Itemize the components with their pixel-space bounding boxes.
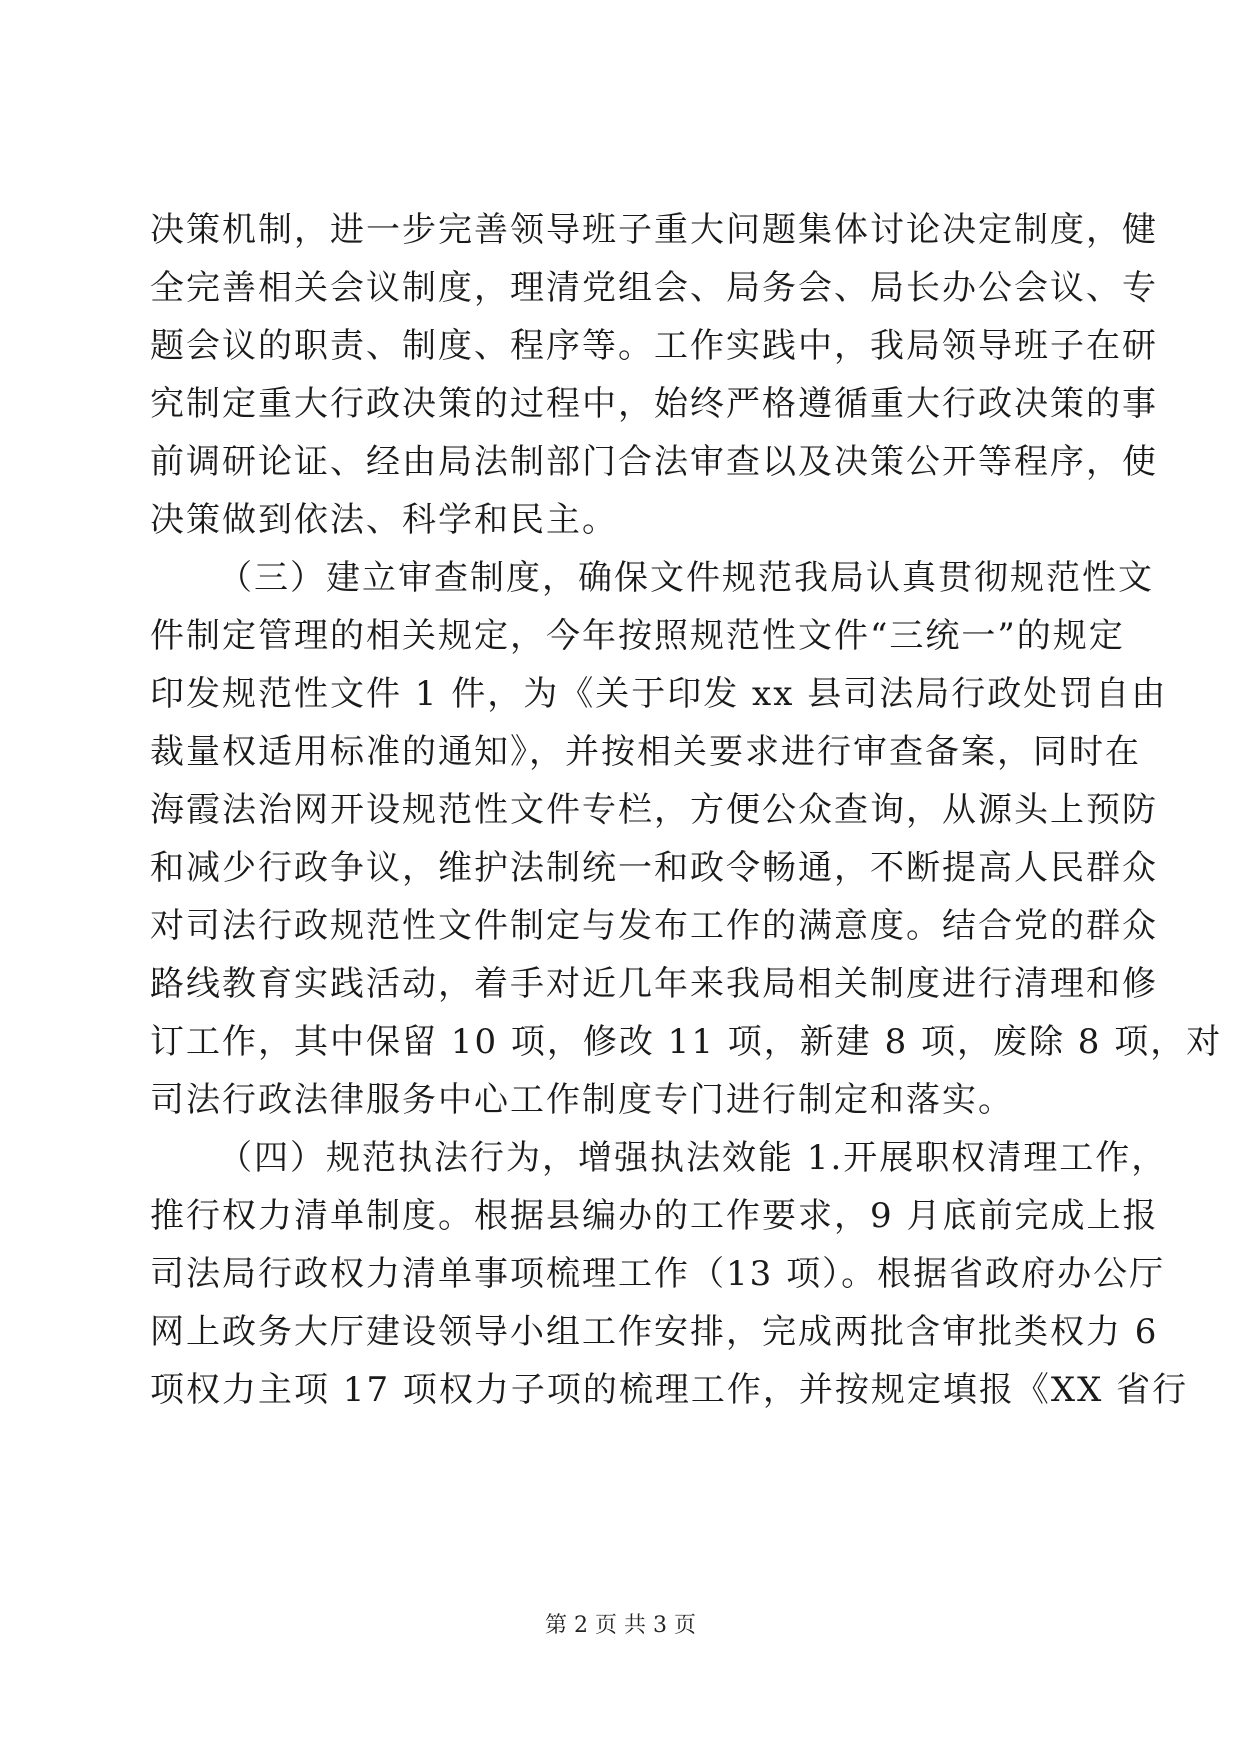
body-line-21: 项权力主项 17 项权力子项的梳理工作，并按规定填报《XX 省行 [150,1370,1189,1410]
body-line-1: 决策机制，进一步完善领导班子重大问题集体讨论决定制度，健 [150,210,1158,250]
page-number-label: 第 2 页 共 3 页 [545,1613,696,1638]
body-line-7: （三）建立审查制度，确保文件规范我局认真贯彻规范性文 [218,558,1154,598]
body-line-2: 全完善相关会议制度，理清党组会、局务会、局长办公会议、专 [150,268,1158,308]
body-line-18: 推行权力清单制度。根据县编办的工作要求，9 月底前完成上报 [150,1196,1159,1236]
body-line-14: 路线教育实践活动，着手对近几年来我局相关制度进行清理和修 [150,964,1158,1004]
body-line-19: 司法局行政权力清单事项梳理工作（13 项）。根据省政府办公厅 [150,1254,1166,1294]
body-line-4: 究制定重大行政决策的过程中，始终严格遵循重大行政决策的事 [150,384,1158,424]
body-line-9: 印发规范性文件 1 件，为《关于印发 xx 县司法局行政处罚自由 [150,674,1168,714]
body-line-8: 件制定管理的相关规定，今年按照规范性文件“三统一”的规定 [150,616,1125,656]
body-line-10: 裁量权适用标准的通知》，并按相关要求进行审查备案，同时在 [150,732,1141,772]
body-line-5: 前调研论证、经由局法制部门合法审查以及决策公开等程序，使 [150,442,1158,482]
body-line-20: 网上政务大厅建设领导小组工作安排，完成两批含审批类权力 6 [150,1312,1159,1352]
body-line-11: 海霞法治网开设规范性文件专栏，方便公众查询，从源头上预防 [150,790,1158,830]
body-line-12: 和减少行政争议，维护法制统一和政令畅通，不断提高人民群众 [150,848,1158,888]
body-line-6: 决策做到依法、科学和民主。 [150,500,618,540]
body-line-15: 订工作，其中保留 10 项，修改 11 项，新建 8 项，废除 8 项，对 [150,1022,1223,1062]
body-line-3: 题会议的职责、制度、程序等。工作实践中，我局领导班子在研 [150,326,1158,366]
body-line-17: （四）规范执法行为，增强执法效能 1.开展职权清理工作， [218,1138,1168,1178]
page-footer [0,1612,1241,1640]
body-line-16: 司法行政法律服务中心工作制度专门进行制定和落实。 [150,1080,1014,1120]
body-line-13: 对司法行政规范性文件制定与发布工作的满意度。结合党的群众 [150,906,1158,946]
